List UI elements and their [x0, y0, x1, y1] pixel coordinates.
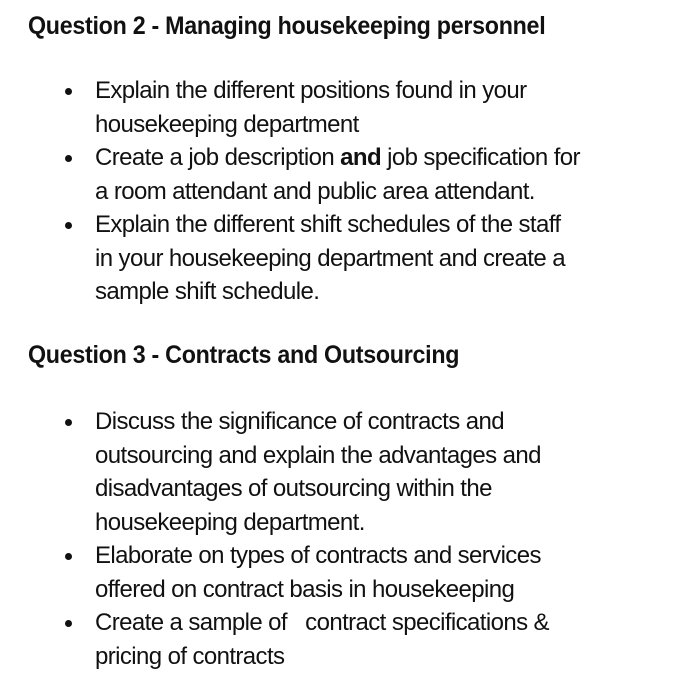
bullet-icon: [65, 620, 72, 627]
question-3-bullet-list: [0, 405, 698, 673]
list-item: [0, 539, 698, 606]
list-item-line: Explain the different positions found in your: [95, 77, 527, 104]
bullet-icon: [65, 419, 72, 426]
list-item-line: outsourcing and explain the advantages and: [95, 441, 541, 469]
list-item-line: offered on contract basis in housekeeping: [95, 575, 515, 603]
list-item-line: Discuss the significance of contracts and: [95, 408, 504, 435]
list-item-line: housekeeping department: [95, 110, 359, 138]
list-item-line: pricing of contracts: [95, 642, 285, 670]
list-item-line: disadvantages of outsourcing within the: [95, 475, 492, 502]
bullet-icon: [65, 222, 72, 229]
list-item-line: Explain the different shift schedules of the staff: [95, 211, 561, 238]
list-item-line: Create a sample of contract specifications &: [95, 609, 549, 636]
list-item-line: sample shift schedule.: [95, 278, 320, 305]
list-item-line: Elaborate on types of contracts and services: [95, 542, 541, 569]
list-item: [0, 606, 698, 673]
list-item: [0, 208, 698, 309]
bullet-icon: [65, 553, 72, 560]
list-item: [0, 141, 698, 208]
question-2-heading: Question 2 - Managing housekeeping personnel: [28, 12, 546, 40]
text-segment: job specification for: [381, 144, 580, 171]
list-item-line: housekeeping department.: [95, 508, 365, 536]
question-3-heading: Question 3 - Contracts and Outsourcing: [28, 341, 460, 369]
bold-emphasis: and: [340, 144, 382, 171]
question-2-bullet-list: [0, 74, 698, 309]
bullet-icon: [65, 155, 72, 162]
list-item: [0, 405, 698, 539]
list-item-line: a room attendant and public area attendant.: [95, 177, 535, 205]
bullet-icon: [65, 88, 72, 95]
list-item-line: [95, 141, 698, 175]
list-item-line: in your housekeeping department and create a: [95, 244, 565, 272]
list-item: [0, 74, 698, 141]
text-segment: Create a job description: [95, 144, 341, 171]
